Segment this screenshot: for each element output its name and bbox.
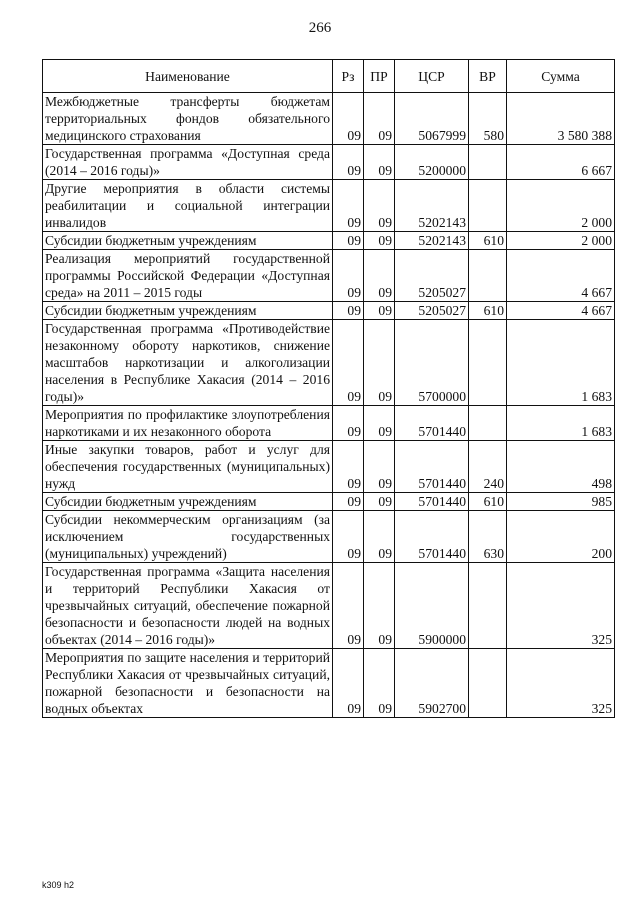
cell-csr: 5701440: [395, 493, 469, 511]
cell-rz: 09: [333, 649, 364, 718]
cell-sum: 498: [507, 441, 615, 493]
table-row: [43, 320, 615, 406]
cell-sum: 4 667: [507, 302, 615, 320]
cell-sum: 6 667: [507, 145, 615, 180]
header-row: [43, 60, 615, 93]
cell-pr: 09: [364, 93, 395, 145]
cell-csr: 5700000: [395, 320, 469, 406]
cell-sum: 1 683: [507, 320, 615, 406]
cell-name: Государственная программа «Доступная среда (2014 – 2016 годы)»: [43, 145, 333, 180]
cell-sum: 2 000: [507, 180, 615, 232]
cell-pr: 09: [364, 250, 395, 302]
cell-name: Субсидии некоммерческим организациям (за исключением государственных (муниципальных) учреждений): [43, 511, 333, 563]
cell-pr: 09: [364, 649, 395, 718]
cell-vr: [469, 145, 507, 180]
table-body: [43, 93, 615, 718]
table-header: [43, 60, 615, 93]
cell-rz: 09: [333, 180, 364, 232]
cell-rz: 09: [333, 232, 364, 250]
cell-vr: 580: [469, 93, 507, 145]
cell-rz: 09: [333, 511, 364, 563]
cell-csr: 5900000: [395, 563, 469, 649]
cell-vr: [469, 250, 507, 302]
cell-csr: 5202143: [395, 180, 469, 232]
cell-pr: 09: [364, 180, 395, 232]
cell-name: Другие мероприятия в области системы реабилитации и социальной интеграции инвалидов: [43, 180, 333, 232]
header-rz: Рз: [333, 60, 364, 93]
cell-csr: 5205027: [395, 302, 469, 320]
cell-vr: 630: [469, 511, 507, 563]
cell-name: Субсидии бюджетным учреждениям: [43, 493, 333, 511]
cell-sum: 200: [507, 511, 615, 563]
header-name: Наименование: [43, 60, 333, 93]
cell-sum: 4 667: [507, 250, 615, 302]
table-row: [43, 93, 615, 145]
table-row: [43, 493, 615, 511]
cell-name: Реализация мероприятий государственной программы Российской Федерации «Доступная среда» на 2011 – 2015 годы: [43, 250, 333, 302]
cell-pr: 09: [364, 406, 395, 441]
cell-vr: [469, 406, 507, 441]
cell-sum: 985: [507, 493, 615, 511]
cell-csr: 5067999: [395, 93, 469, 145]
cell-rz: 09: [333, 250, 364, 302]
cell-rz: 09: [333, 406, 364, 441]
cell-csr: 5202143: [395, 232, 469, 250]
table-row: [43, 250, 615, 302]
table-row: [43, 180, 615, 232]
cell-rz: 09: [333, 320, 364, 406]
cell-pr: 09: [364, 232, 395, 250]
cell-sum: 1 683: [507, 406, 615, 441]
cell-csr: 5701440: [395, 406, 469, 441]
cell-pr: 09: [364, 493, 395, 511]
cell-name: Иные закупки товаров, работ и услуг для обеспечения государственных (муниципальных) нужд: [43, 441, 333, 493]
cell-vr: 240: [469, 441, 507, 493]
cell-pr: 09: [364, 320, 395, 406]
cell-rz: 09: [333, 441, 364, 493]
cell-rz: 09: [333, 563, 364, 649]
table-row: [43, 563, 615, 649]
cell-sum: 2 000: [507, 232, 615, 250]
cell-sum: 325: [507, 563, 615, 649]
cell-pr: 09: [364, 302, 395, 320]
cell-pr: 09: [364, 511, 395, 563]
table-row: [43, 406, 615, 441]
cell-rz: 09: [333, 302, 364, 320]
cell-vr: 610: [469, 302, 507, 320]
cell-vr: [469, 563, 507, 649]
footer-code: k309 h2: [42, 880, 75, 890]
cell-name: Государственная программа «Противодействие незаконному обороту наркотиков, снижение масштабов наркотизации и алкоголизации населения в Республике Хакасия (2014 – 2016 годы)»: [43, 320, 333, 406]
header-vr: ВР: [469, 60, 507, 93]
cell-rz: 09: [333, 145, 364, 180]
cell-csr: 5200000: [395, 145, 469, 180]
table-row: [43, 441, 615, 493]
cell-csr: 5205027: [395, 250, 469, 302]
cell-name: Государственная программа «Защита населения и территорий Республики Хакасия от чрезвычайных ситуаций, обеспечение пожарной безопасности и безопасности людей на водных объектах (2014 – 2016 годы)»: [43, 563, 333, 649]
cell-sum: 3 580 388: [507, 93, 615, 145]
cell-pr: 09: [364, 145, 395, 180]
cell-name: Субсидии бюджетным учреждениям: [43, 232, 333, 250]
cell-csr: 5701440: [395, 441, 469, 493]
cell-name: Субсидии бюджетным учреждениям: [43, 302, 333, 320]
header-sum: Сумма: [507, 60, 615, 93]
budget-table: [42, 59, 615, 718]
header-pr: ПР: [364, 60, 395, 93]
cell-rz: 09: [333, 493, 364, 511]
cell-name: Мероприятия по защите населения и территорий Республики Хакасия от чрезвычайных ситуаций, пожарной безопасности и безопасности на водных объектах: [43, 649, 333, 718]
cell-pr: 09: [364, 563, 395, 649]
cell-pr: 09: [364, 441, 395, 493]
cell-sum: 325: [507, 649, 615, 718]
cell-vr: [469, 320, 507, 406]
cell-csr: 5902700: [395, 649, 469, 718]
table-row: [43, 511, 615, 563]
cell-csr: 5701440: [395, 511, 469, 563]
cell-vr: [469, 180, 507, 232]
cell-vr: [469, 649, 507, 718]
cell-name: Мероприятия по профилактике злоупотребления наркотиками и их незаконного оборота: [43, 406, 333, 441]
cell-vr: 610: [469, 493, 507, 511]
table-row: [43, 649, 615, 718]
cell-name: Межбюджетные трансферты бюджетам территориальных фондов обязательного медицинского страхования: [43, 93, 333, 145]
page-number: 266: [308, 20, 332, 36]
cell-rz: 09: [333, 93, 364, 145]
table-row: [43, 145, 615, 180]
header-csr: ЦСР: [395, 60, 469, 93]
table-row: [43, 232, 615, 250]
table-row: [43, 302, 615, 320]
cell-vr: 610: [469, 232, 507, 250]
